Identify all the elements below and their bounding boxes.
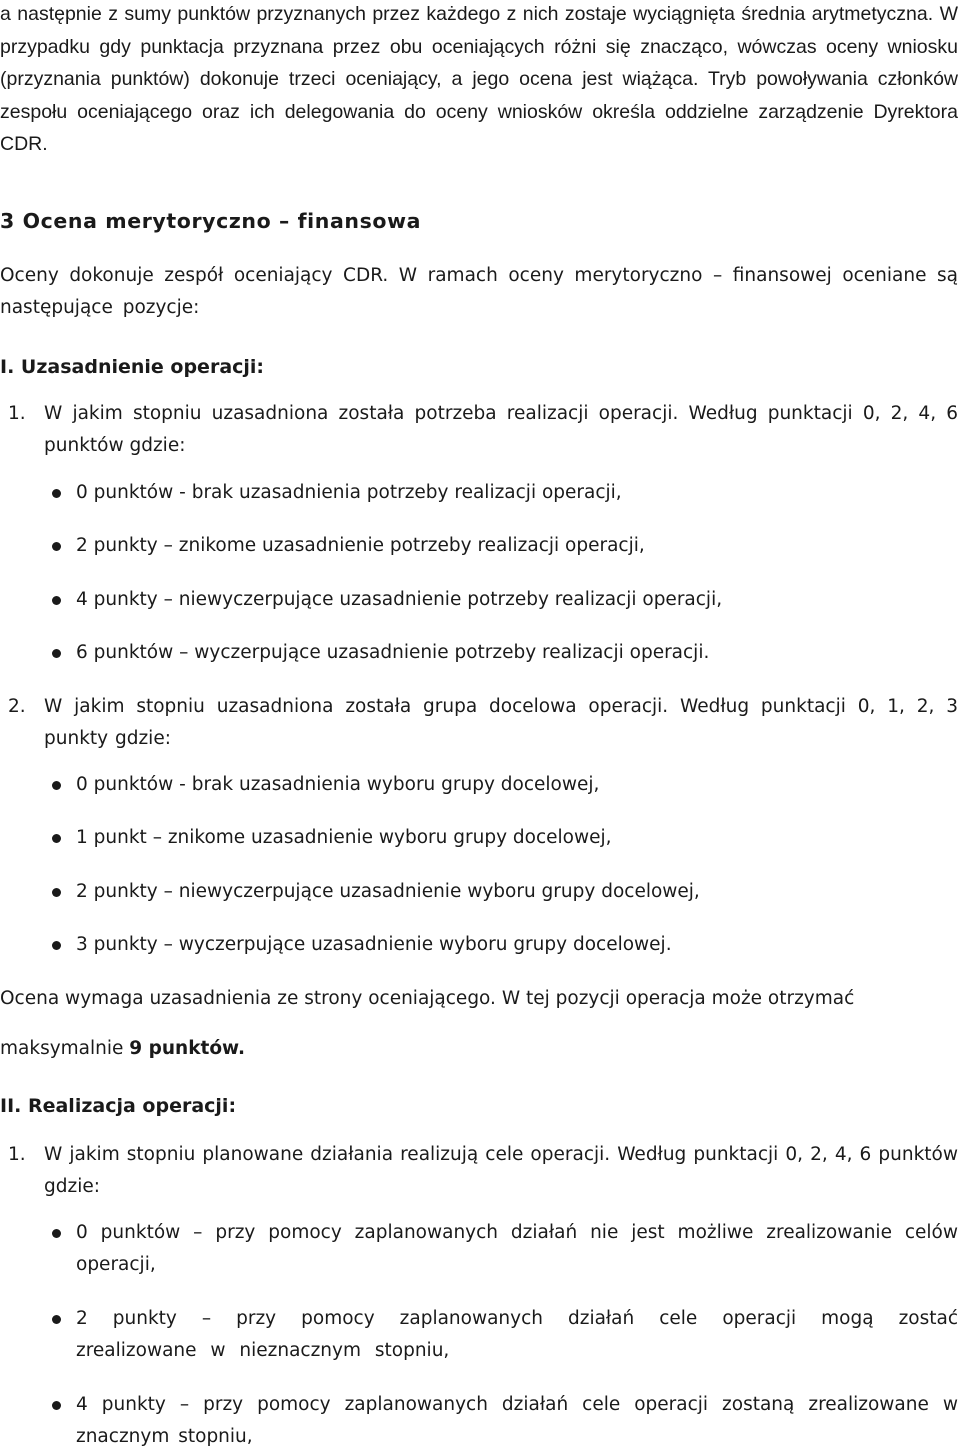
question-text: W jakim stopniu uzasadniona została potrzeba realizacji operacji. Według punktacji 0, 2, 4, 6 punktów gdzie: [44,403,958,456]
bullet-icon [52,489,61,498]
list-item: 6 punktów – wyczerpujące uzasadnienie potrzeby realizacji operacji. [0,637,958,669]
list-item: 1 punkt – znikome uzasadnienie wyboru grupy docelowej, [0,822,958,854]
bullet-icon [52,781,61,790]
section-heading-merytoryczno-finansowa: 3 Ocena merytoryczno – finansowa [0,209,422,233]
question-1-activities [0,1139,958,1203]
intro-paragraph: a następnie z sumy punktów przyznanych przez każdego z nich zostaje wyciągnięta średnia arytmetyczna. W przypadku gdy punktacja przyznana przez obu oceniających różni się znacząco, wówczas oceny wniosku (przyznania punktów) dokonuje trzeci oceniający, a jego ocena jest wiążąca. Tryb powoływania członków zespołu oceniającego oraz ich delegowania do oceny wniosków określa oddzielne zarządzenie Dyrektora CDR. [0,3,958,155]
list-item: 3 punkty – wyczerpujące uzasadnienie wyboru grupy docelowej. [0,929,958,961]
list-item: 0 punktów - brak uzasadnienia wyboru grupy docelowej, [0,769,958,801]
list-item: 2 punkty – niewyczerpujące uzasadnienie wyboru grupy docelowej, [0,876,958,908]
question-2-target-group [0,691,958,755]
bullet-icon [52,888,61,897]
list-item: 0 punktów - brak uzasadnienia potrzeby realizacji operacji, [0,477,958,509]
question-text: W jakim stopniu uzasadniona została grupa docelowa operacji. Według punktacji 0, 1, 2, 3 punkty gdzie: [44,696,958,749]
bullet-icon [52,542,61,551]
list-item: 4 punkty – przy pomocy zaplanowanych działań cele operacji zostaną zrealizowane w znacznym stopniu, [0,1389,958,1453]
question-text: W jakim stopniu planowane działania realizują cele operacji. Według punktacji 0, 2, 4, 6 punktów gdzie: [44,1144,958,1197]
bullet-icon [52,596,61,605]
max-points: 9 punktów. [129,1038,245,1059]
list-item: 2 punkty – przy pomocy zaplanowanych działań cele operacji mogą zostać zrealizowane w nieznacznym stopniu, [0,1303,958,1367]
part-ii-heading: II. Realizacja operacji: [0,1095,237,1117]
question-number: 1. [8,403,26,424]
evaluation-note-line-2: maksymalnie 9 punktów. [0,1038,245,1059]
list-item: 2 punkty – znikome uzasadnienie potrzeby realizacji operacji, [0,530,958,562]
evaluation-note-line-1: Ocena wymaga uzasadnienia ze strony oceniającego. W tej pozycji operacja może otrzymać [0,988,855,1009]
list-item: 4 punkty – niewyczerpujące uzasadnienie potrzeby realizacji operacji, [0,584,958,616]
bullet-icon [52,941,61,950]
bullet-icon [52,834,61,843]
bullet-icon [52,1401,61,1410]
question-number: 1. [8,1144,26,1165]
part-i-heading: I. Uzasadnienie operacji: [0,356,265,378]
bullet-icon [52,1315,61,1324]
section-lead-paragraph: Oceny dokonuje zespół oceniający CDR. W ramach oceny merytoryczno – finansowej oceniane są następujące pozycje: [0,265,958,318]
list-item: 0 punktów – przy pomocy zaplanowanych działań nie jest możliwe zrealizowanie celów operacji, [0,1217,958,1281]
bullet-icon [52,649,61,658]
question-1-need [0,398,958,462]
question-number: 2. [8,696,26,717]
bullet-icon [52,1229,61,1238]
